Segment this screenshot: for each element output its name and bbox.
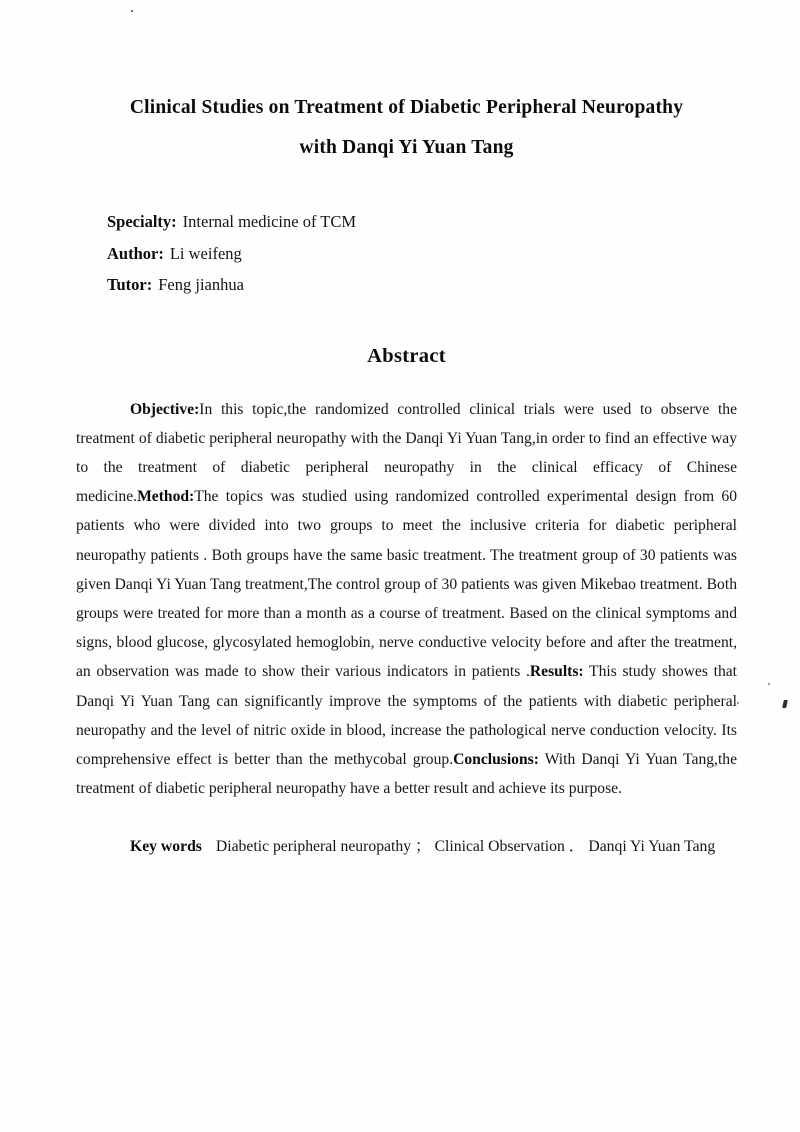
- meta-specialty: [107, 206, 737, 238]
- specialty-value: Internal medicine of TCM: [182, 212, 357, 231]
- method-text: The topics was studied using randomized controlled experimental design from 60 patients who were divided into two groups to meet the inclusive criteria for diabetic peripheral neuropathy patients . Both groups have the same basic treatment. The treatment group of 30 patients was given Danqi Yi Yuan Tang treatment,The control group of 30 patients was given Mikebao treatment. Both groups were treated for more than a month as a course of treatment. Based on the clinical symptoms and signs, blood glucose, glycosylated hemoglobin, nerve conductive velocity before and after the treatment, an observation was made to show their various indicators in patients .: [76, 488, 737, 681]
- document-title-line1: Clinical Studies on Treatment of Diabetic Peripheral Neuropathy: [129, 97, 684, 118]
- specialty-label: Specialty:: [107, 212, 177, 231]
- method-label: Method:: [137, 488, 195, 506]
- results-text: This study showes that Danqi Yi Yuan Tang can significantly improve the symptoms of the patients with diabetic peripheral neuropathy and the level of nitric oxide in blood, increase the pathological nerve conduction velocity. Its comprehensive effect is better than the methycobal group.: [76, 663, 737, 768]
- scan-speck: [737, 702, 739, 704]
- results-label: Results:: [529, 663, 584, 681]
- document-title: [76, 88, 737, 168]
- scan-speck: [768, 683, 770, 685]
- keywords-paragraph: [76, 832, 737, 862]
- author-value: Li weifeng: [169, 243, 242, 263]
- tutor-label: Tutor:: [107, 275, 153, 294]
- abstract-paragraph: [76, 395, 737, 804]
- meta-author: [107, 238, 737, 270]
- abstract-heading: Abstract: [367, 344, 446, 367]
- meta-tutor: [107, 269, 737, 301]
- conclusions-label: Conclusions:: [453, 750, 539, 768]
- keywords-label: Key words: [130, 838, 202, 856]
- document-content: [0, 88, 800, 862]
- tutor-value: Feng jianhua: [158, 275, 244, 294]
- objective-text: In this topic,the randomized controlled clinical trials were used to observe the treatment of diabetic peripheral neuropathy with the Danqi Yi Yuan Tang,in order to find an effective way to the treatment of diabetic peripheral neuropathy in the clinical efficacy of Chinese medicine.: [76, 400, 737, 506]
- meta-block: [107, 206, 737, 301]
- keywords-text: Diabetic peripheral neuropathy ； Clinical Observation ． Danqi Yi Yuan Tang: [215, 838, 716, 856]
- author-label: Author:: [107, 243, 164, 263]
- objective-label: Objective:: [130, 400, 200, 418]
- document-title-line2: with Danqi Yi Yuan Tang: [299, 137, 514, 158]
- conclusions-text: With Danqi Yi Yuan Tang,the treatment of diabetic peripheral neuropathy have a better result and achieve its purpose.: [76, 750, 737, 798]
- scan-speck: [131, 10, 133, 12]
